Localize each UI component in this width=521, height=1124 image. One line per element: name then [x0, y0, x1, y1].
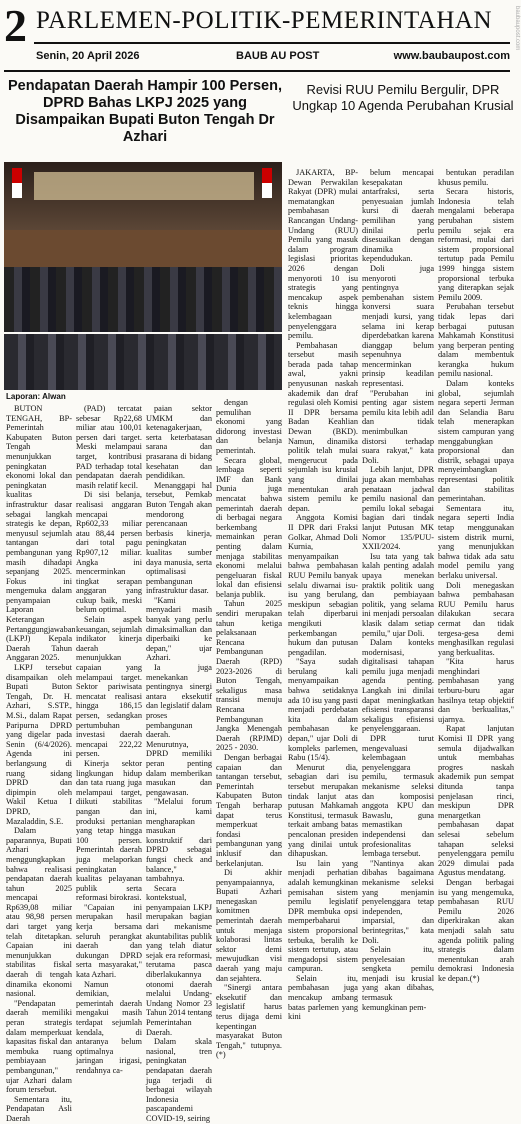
article-paragraph: Dalam konteks global, sejumlah negara seperti Jerman dan Selandia Baru telah menerapkan sistem campuran yang menggabungkan proporsional dan distrik, sebagai upaya menyeimbangkan representasi politik dan stabilitas pemerintahan. [438, 379, 514, 504]
masthead-infobar [34, 48, 510, 68]
article-paragraph: Secara global, lembaga seperti IMF dan Bank Dunia juga mencatat bahwa pemerintah daerah di berbagai negara berkembang memainkan peran penting dalam menjaga stabilitas ekonomi melalui pengeluaran fiskal lokal dan efisiensi belanja publik. [216, 455, 282, 599]
article-paragraph: dengan pemulihan ekonomi yang didorong investasi dan belanja pemerintah. [216, 398, 282, 455]
paper-name: BAUB AU POST [236, 50, 320, 62]
masthead-rule-top [34, 42, 510, 44]
article-paragraph: Anggota Komisi II DPR dari Fraksi Golkar, Ahmad Doli Kurnia, menyampaikan bahwa pembahasan RUU Pemilu banyak selalu diwarnai isu-isu yang berulang, meskipun sebagian telah diperbarui mengikuti perkembangan hukum dan putusan pengadilan. [288, 513, 358, 657]
column-5 [288, 168, 358, 1022]
article-paragraph: LKPJ tersebut disampaikan oleh Bupati Buton Tengah, Dr. H. Azhari, S.STP., M.Si., dalam Rapat Paripurna DPRD yang digelar pada Senin (6/4/2026). Agenda ini berlangsung di ruang sidang DPRD dan dipimpin oleh Wakil Ketua I DPRD, Mazaladdin, S.E. [6, 663, 72, 826]
article-paragraph: Sementara itu, negara seperti India tetap menggunakan sistem distrik murni, yang menunjukkan bahwa tidak ada satu model pemilu yang berlaku universal. [438, 503, 514, 580]
article-paragraph: Secara kontekstual, penyampaian LKPJ merupakan bagian dari mekanisme akuntabilitas publik yang telah diatur sejak era reformasi, terutama pasca diberlakukannya otonomi daerah melalui Undang-Undang Nomor 23 Tahun 2014 tentang Pemerintahan Daerah. [146, 883, 212, 1037]
article-paragraph: bentukan peradilan khusus pemilu. [438, 168, 514, 187]
section-title: PARLEMEN-POLITIK-PEMERINTAHAN [36, 7, 493, 34]
article-paragraph: Selain itu, penyelesaian sengketa pemilu menjadi isu krusial yang akan dibahas, termasuk kemungkinan pem- [362, 945, 434, 1012]
article-paragraph: paian sektor UMKM dan ketenagakerjaan, serta keterbatasan sarana dan prasarana di bidang kesehatan dan pendidikan. [146, 404, 212, 481]
article-paragraph: "Nantinya akan dibahas bagaimana mekanisme seleksi yang menjamin penyelenggara tetap independen, imparsial, dan berintegritas," kata Doli. [362, 858, 434, 945]
column-7 [438, 168, 514, 983]
column-2 [76, 404, 142, 1075]
article-paragraph: Selain itu, pembahasan juga mencakup ambang batas parlemen yang kini [288, 973, 358, 1022]
article-paragraph: Dalam skala nasional, tren peningkatan pendapatan daerah juga terjadi di berbagai wilayah Indonesia pascapandemi COVID-19, seiring [146, 1037, 212, 1123]
article-paragraph: Isu lain yang menjadi perhatian adalah kemungkinan pemisahan sistem pemilu legislatif DPR membuka opsi memperbaharui sistem proporsional terbuka, beralih ke sistem tertutup, atau mengadopsi sistem campuran. [288, 858, 358, 974]
page-number: 2 [4, 0, 27, 51]
article-paragraph: BUTON TENGAH, BP- Pemerintah Kabupaten Buton Tengah menunjukkan peningkatan ekonomi lokal dan peningkatan kualitas infrastruktur dasar sebagai langkah strategis ke depan, menyusul sejumlah tantangan pembangunan yang masih dihadapi sepanjang 2025. Fokus ini mengemuka dalam penyampaian Laporan Keterangan Pertanggungjawaban (LKPJ) Kepala Daerah Tahun Anggaran 2025. [6, 404, 76, 663]
article-paragraph: Rapat lanjutan Komisi II DPR yang semula dijadwalkan untuk membahas progres naskah akademik pun sempat ditunda tanpa penjelasan rinci, meskipun DPR menargetkan pembahasan dapat selesai sebelum tahapan seleksi penyelenggara pemilu 2029 dimulai pada Agustus mendatang. [438, 724, 514, 878]
article-paragraph: Lebih lanjut, DPR juga akan membahas penataan jadwal pemilu nasional dan pemilu lokal sebagai bagian dari tindak lanjut Putusan MK Nomor 135/PUU-XXII/2024. [362, 465, 434, 552]
article-paragraph: Kinerja sektor lingkungan hidup dan tata ruang juga melampaui target, diikuti stabilitas pangan dan produksi pertanian yang tetap hingga 100 persen. Pemerintah daerah juga melaporkan peningkatan kualitas pelayanan publik serta reformasi birokrasi. [76, 758, 142, 903]
article-paragraph: "Melalui forum ini, kami mengharapkan masukan konstruktif dari DPRD sebagai fungsi check and balance," tambahnya. [146, 797, 212, 884]
article-paragraph: Namun demikian, pemerintah daerah mengakui masih terdapat sejumlah kendala, di antaranya belum optimalnya jaringan irigasi, rendahnya ca- [76, 979, 142, 1075]
column-3 [146, 404, 212, 1123]
column-4 [216, 398, 282, 1060]
photo-desk [4, 230, 282, 267]
article-photo-secondary [4, 334, 282, 390]
article-paragraph: Tahun 2025 sendiri merupakan tahun ketiga pelaksanaan Rencana Pembangunan Daerah (RPD) 2023-2026 di Buton Tengah, sekaligus masa transisi menuju Rencana Pembangunan Jangka Menengah Daerah (RPJMD) 2025 - 2030. [216, 599, 282, 753]
flag-icon [262, 168, 272, 198]
article-paragraph: Di akhir penyampaiannya, Bupati Azhari menegaskan komitmen pemerintah daerah untuk menjaga kolaborasi lintas sektor demi mewujudkan visi daerah yang maju dan sejahtera. [216, 868, 282, 983]
article-paragraph: Dalam paparannya, Bupati Azhari menggungkapkan bahwa realisasi pendapatan daerah tahun 2025 mencapai Rp639,08 miliar atau 98,98 persen dari target yang telah ditetapkan. Capaian ini menunjukkan stabilitas fiskal daerah di tengah dinamika ekonomi nasional. [6, 826, 72, 999]
article-paragraph: "Saya sudah berulang kali menyampaikan bahwa setidaknya ada 10 isu yang pasti menjadi perdebatan kita dalam pembahasan ke depan," ujar Doli di kompleks parlemen, Rabu (15/4). [288, 657, 358, 763]
article-paragraph: "Kita harus menghindari pembahasan yang terburu-buru agar hasilnya tetap objektif dan berkualitas," ujarnya. [438, 657, 514, 724]
article-paragraph: "Pendapatan daerah memiliki peran strategis dalam memperkuat kapasitas fiskal dan membuka ruang pembiayaan pembangunan," ujar Azhari dalam forum tersebut. [6, 998, 72, 1095]
article-paragraph: Menanggapi hal tersebut, Pemkab Buton Tengah akan mendorong perencanaan berbasis kinerja, peningkatan kualitas sumber daya manusia, serta optimalisasi pembangunan infrastruktur dasar. [146, 480, 212, 596]
article-paragraph: Doli juga menyoroti pentingnya pembenahan sistem konversi suara menjadi kursi, yang selama ini kerap diperdebatkan karena dianggap belum sepenuhnya mencerminkan prinsip keadilan representasi. [362, 263, 434, 389]
website-link[interactable]: www.baubaupost.com [393, 50, 510, 62]
flag-icon [12, 168, 22, 198]
photo-crowd [4, 267, 282, 332]
article-paragraph: JAKARTA, BP- Dewan Perwakilan Rakyat (DPR) mulai mematangkan pembahasan Rancangan Undang-Undang (RUU) Pemilu yang masuk dalam program legislasi prioritas 2026 dengan menyorotі 10 isu strategis yang mencakup aspek teknis hingga kelembagaan penyelenggara pemilu. [288, 168, 358, 341]
issue-date: Senin, 20 April 2026 [36, 50, 140, 62]
article-paragraph: Dengan berbagai capaian dan tantangan tersebut, Pemerintah Kabupaten Buton Tengah berharap dapat terus memperkuat fondasi pembangunan yang inklusif dan berkelanjutan. [216, 752, 282, 868]
column-6 [362, 168, 434, 1012]
photo-banner [34, 172, 254, 200]
article-paragraph: "Capaian ini merupakan hasil kerja bersama seluruh perangkat daerah dan dukungan DPRD serta masyarakat," kata Azhari. [76, 902, 142, 980]
article-paragraph: Secara historis, Indonesia telah mengalami beberapa perubahan sistem pemilu sejak era reformasi, mulai dari sistem proporsional tertutup pada Pemilu 1999 hingga sistem proporsional terbuka yang diterapkan sejak Pemilu 2009. [438, 187, 514, 302]
article-paragraph: Isu tata yang tak kalah penting adalah upaya menekan praktik politik uang dan pembiayaan politik, yang selama ini menjadi persoalan klasik dalam setiap pemilu," ujar Doli. [362, 551, 434, 638]
headline-left: Pendapatan Daerah Hampir 100 Persen, DPRD Bahas LKPJ 2025 yang Disampaikan Bupati Buton Tengah Dr Azhari [7, 78, 282, 145]
article-paragraph: Dengan berbagai isu yang mengemuka, pembahasan RUU Pemilu 2026 diperkirakan akan menjadi salah satu agenda politik paling strategis dalam menentukan arah demokrasi Indonesia ke depan.(*) [438, 877, 514, 983]
article-paragraph: Selain aspek keuangan, sejumlah indikator kinerja daerah menunjukkan capaian yang melampaui target. Sektor pariwisata mencatat realisasi hingga 186,15 persen, sedangkan pertumbuhan investasi daerah mencapai 222,22 persen. [76, 615, 142, 759]
article-paragraph: Sementara itu, Pendapatan Asli Daerah [6, 1094, 72, 1123]
article-paragraph: Perubahan tersebut tidak lepas dari berbagai putusan Mahkamah Konstitusi yang berperan penting dalam membentuk kerangka hukum pemilu nasional. [438, 302, 514, 379]
article-paragraph: Pembahasan tersebut masih berada pada tahap awal, yakni penyusunan naskah akademik dan draf regulasi oleh Komisi II DPR bersama Badan Keahlian Dewan (BKD). Namun, dinamika politik telah mulai mengerucut pada sejumlah isu krusial yang dinilai menentukan arah sistem pemilu ke depan. [288, 340, 358, 513]
column-1 [6, 404, 76, 1123]
article-paragraph: Ia juga menekankan pentingnya sinergi antara eksekutif dan legislatif dalam proses pembangunan daerah. Menurutnya, DPRD memiliki peran penting dalam memberikan masukan dan pengawasan. [146, 663, 212, 797]
article-paragraph: Menurut dia, sebagian dari isu tersebut merupakan tindak lanjut atas putusan Mahkamah Konstitusi, termasuk terkait ambang batas pencalonan presiden yang dinilai untuk dihapuskan. [288, 762, 358, 859]
article-photo [4, 162, 282, 332]
article-paragraph: "Sinergi antara eksekutif dan legislatif harus terus dijaga demi kepentingan masyarakat Buton Tengah," tutupnya. (*) [216, 983, 282, 1060]
masthead-rule-bottom [4, 70, 510, 72]
article-paragraph: (PAD) tercatat sebesar Rp22,68 miliar atau 100,01 persen dari target. Meski melampaui target, kontribusi PAD terhadap total pendapatan daerah masih relatif kecil. [76, 404, 142, 490]
article-paragraph: Di sisi belanja, realisasi anggaran mencapai Rp602,33 miliar atau 88,44 persen dari total pagu Rp907,12 miliar. Angka ini mencerminkan tingkat serapan anggaran yang cukup baik, meski belum optimal. [76, 490, 142, 615]
vertical-watermark: baubaupost.com [514, 6, 520, 51]
article-paragraph: Doli menegaskan bahwa pembahasan RUU Pemilu harus dilakukan secara cermat dan tidak tergesa-gesa demi menghasilkan regulasi yang berkualitas. [438, 580, 514, 657]
masthead [0, 0, 521, 78]
photo-caption: Laporan: Alwan [6, 392, 66, 401]
article-paragraph: belum mencapai kesepakatan antarfraksi, serta penyesuaian jumlah kursi di daerah pemilihan yang dinilai perlu disesuaikan dengan dinamika kependudukan. [362, 168, 434, 264]
article-paragraph: Dalam konteks modernisasi, digitalisasi tahapan pemilu juga menjadi agenda penting. Langkah ini dinilai dapat meningkatkan efisiensi transparansi sekaligus efisiensi penyelenggaraan. [362, 638, 434, 734]
article-paragraph: "Perubahan ini penting agar sistem pemilu kita lebih adil dan tidak menimbulkan distorsi terhadap suara rakyat," kata Doli. [362, 388, 434, 465]
article-paragraph: DPR turut mengevaluasi kelembagaan penyelenggara pemilu, termasuk mekanisme seleksi dan komposisi anggota KPU dan Bawaslu, guna memastikan independensi dan profesionalitas lembaga tersebut. [362, 734, 434, 859]
headline-right: Revisi RUU Pemilu Bergulir, DPR Ungkap 10 Agenda Perubahan Krusial [292, 82, 514, 113]
article-paragraph: "Kami menyadari masih banyak yang perlu dimaksimalkan dan diperbaiki ke depan," ujar Azhari. [146, 595, 212, 663]
